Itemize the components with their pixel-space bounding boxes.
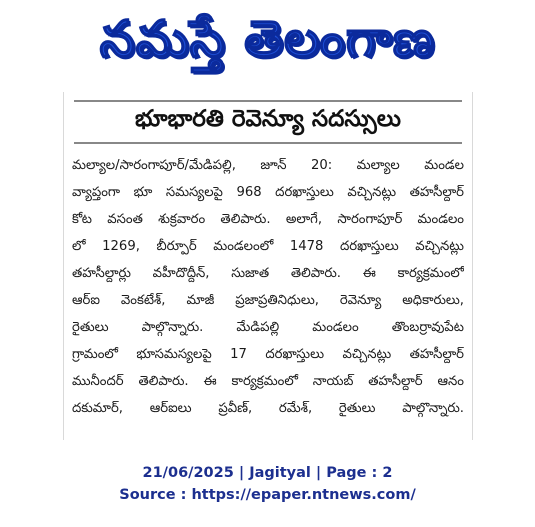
newspaper-logo: నమస్తే తెలంగాణ <box>99 10 436 68</box>
article-line: వ్యాప్తంగా భూ సమస్యలపై 968 దరఖాస్తులు వచ్చినట్లు తహసీల్దార్ <box>72 185 464 200</box>
masthead <box>0 0 535 78</box>
article-line: మల్యాల/సారంగాపూర్/మేడిపల్లి, జూన్ 20: మల్యాల మండల <box>72 158 464 173</box>
article-headline-box <box>74 100 462 144</box>
source-line: Source : https://epaper.ntnews.com/ <box>119 487 416 503</box>
edition-date-line: 21/06/2025 | Jagityal | Page : 2 <box>142 465 393 481</box>
article-line: గ్రామంలో భూసమస్యలపై 17 దరఖాస్తులు వచ్చినట్లు తహసీల్దార్ <box>72 347 464 362</box>
article-line: లో 1269, బీర్పూర్ మండలంలో 1478 దరఖాస్తులు వచ్చినట్లు <box>72 239 464 254</box>
article-line: కోట వసంత శుక్రవారం తెలిపారు. అలాగే, సారంగాపూర్ మండలం <box>72 212 464 227</box>
clipping-footer <box>0 462 535 506</box>
article-headline: భూభారతి రెవెన్యూ సదస్సులు <box>134 106 402 132</box>
article-line: మునీందర్ తెలిపారు. ఈ కార్యక్రమంలో నాయబ్ తహసీల్దార్ ఆనం <box>72 374 464 389</box>
article-clipping <box>63 92 473 440</box>
article-body <box>72 152 464 422</box>
article-line: తహసీల్దార్లు వహీదొద్దీన్, సుజాత తెలిపారు. ఈ కార్యక్రమంలో <box>72 266 464 281</box>
article-line: రైతులు పాల్గొన్నారు. మేడిపల్లి మండలం తొంబర్రావుపేట <box>72 320 464 335</box>
article-line: దకుమార్, ఆర్ఐలు ప్రవీణ్, రమేశ్, రైతులు పాల్గొన్నారు. <box>72 401 464 416</box>
article-line: ఆర్ఐ వెంకటేశ్, మాజీ ప్రజాప్రతినిధులు, రెవెన్యూ అధికారులు, <box>72 293 464 308</box>
